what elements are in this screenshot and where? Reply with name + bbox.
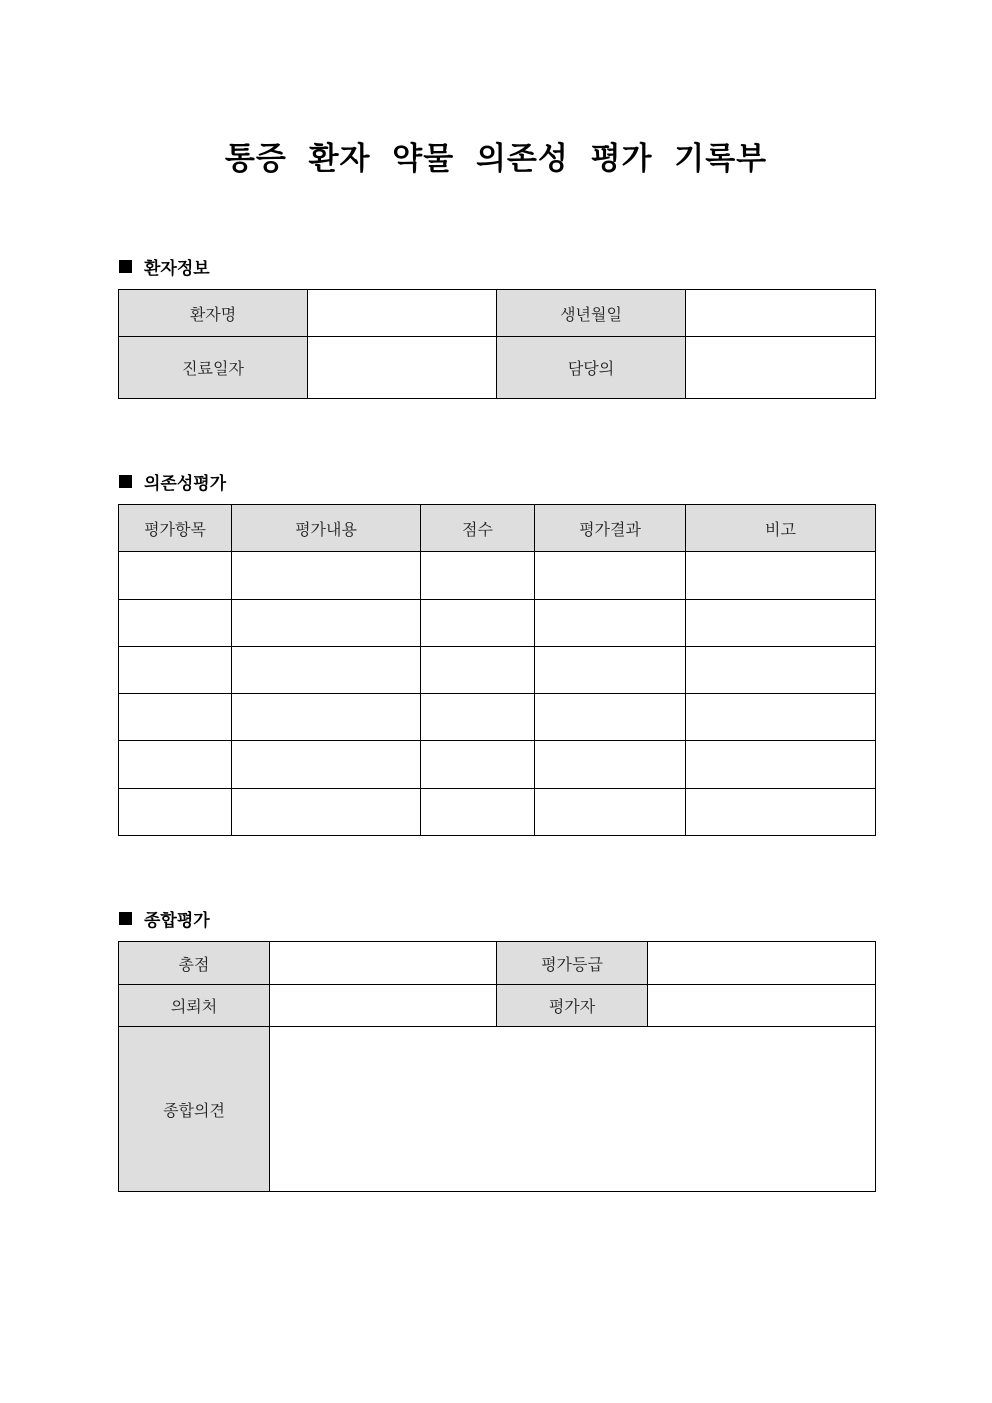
cell-item[interactable]: [119, 647, 232, 694]
patient-info-table: [118, 289, 876, 399]
cell-remarks[interactable]: [686, 647, 876, 694]
column-header-remarks: 비고: [686, 505, 876, 552]
cell-score[interactable]: [421, 789, 535, 836]
cell-remarks[interactable]: [686, 600, 876, 647]
cell-score[interactable]: [421, 600, 535, 647]
column-header-result: 평가결과: [535, 505, 686, 552]
table-row: [119, 600, 876, 647]
cell-score[interactable]: [421, 552, 535, 600]
cell-content[interactable]: [232, 552, 421, 600]
section-heading-overall-eval: [119, 906, 210, 931]
physician-field[interactable]: [686, 337, 876, 399]
square-bullet-icon: [119, 260, 132, 273]
cell-content[interactable]: [232, 694, 421, 741]
cell-result[interactable]: [535, 741, 686, 789]
cell-content[interactable]: [232, 789, 421, 836]
patient-name-field[interactable]: [308, 290, 497, 337]
square-bullet-icon: [119, 912, 132, 925]
opinion-field[interactable]: [270, 1027, 876, 1192]
patient-name-label: 환자명: [119, 290, 308, 337]
cell-content[interactable]: [232, 647, 421, 694]
cell-item[interactable]: [119, 600, 232, 647]
birth-date-field[interactable]: [686, 290, 876, 337]
evaluator-label: 평가자: [497, 985, 648, 1027]
cell-content[interactable]: [232, 600, 421, 647]
grade-label: 평가등급: [497, 942, 648, 985]
cell-result[interactable]: [535, 789, 686, 836]
cell-item[interactable]: [119, 741, 232, 789]
cell-score[interactable]: [421, 694, 535, 741]
section-heading-dependency-eval: [119, 469, 226, 494]
physician-label: 담당의: [497, 337, 686, 399]
table-header-row: [119, 505, 876, 552]
total-score-label: 총점: [119, 942, 270, 985]
evaluator-field[interactable]: [648, 985, 876, 1027]
birth-date-label: 생년월일: [497, 290, 686, 337]
overall-eval-table: [118, 941, 876, 1192]
section-heading-label: 의존성평가: [144, 474, 227, 494]
column-header-item: 평가항목: [119, 505, 232, 552]
section-heading-patient-info: [119, 254, 210, 279]
cell-result[interactable]: [535, 552, 686, 600]
table-row: [119, 694, 876, 741]
cell-remarks[interactable]: [686, 789, 876, 836]
cell-item[interactable]: [119, 694, 232, 741]
cell-remarks[interactable]: [686, 741, 876, 789]
cell-result[interactable]: [535, 647, 686, 694]
grade-field[interactable]: [648, 942, 876, 985]
dependency-eval-table: [118, 504, 876, 836]
cell-item[interactable]: [119, 552, 232, 600]
cell-content[interactable]: [232, 741, 421, 789]
cell-score[interactable]: [421, 741, 535, 789]
visit-date-field[interactable]: [308, 337, 497, 399]
square-bullet-icon: [119, 475, 132, 488]
cell-remarks[interactable]: [686, 694, 876, 741]
cell-item[interactable]: [119, 789, 232, 836]
column-header-content: 평가내용: [232, 505, 421, 552]
cell-result[interactable]: [535, 600, 686, 647]
opinion-label: 종합의견: [119, 1027, 270, 1192]
visit-date-label: 진료일자: [119, 337, 308, 399]
table-row: [119, 647, 876, 694]
column-header-score: 점수: [421, 505, 535, 552]
cell-result[interactable]: [535, 694, 686, 741]
section-heading-label: 환자정보: [144, 259, 210, 279]
cell-remarks[interactable]: [686, 552, 876, 600]
referral-label: 의뢰처: [119, 985, 270, 1027]
table-row: [119, 741, 876, 789]
total-score-field[interactable]: [270, 942, 497, 985]
section-heading-label: 종합평가: [144, 911, 210, 931]
referral-field[interactable]: [270, 985, 497, 1027]
table-row: [119, 552, 876, 600]
table-row: [119, 789, 876, 836]
cell-score[interactable]: [421, 647, 535, 694]
document-title: 통증 환자 약물 의존성 평가 기록부: [224, 141, 768, 177]
